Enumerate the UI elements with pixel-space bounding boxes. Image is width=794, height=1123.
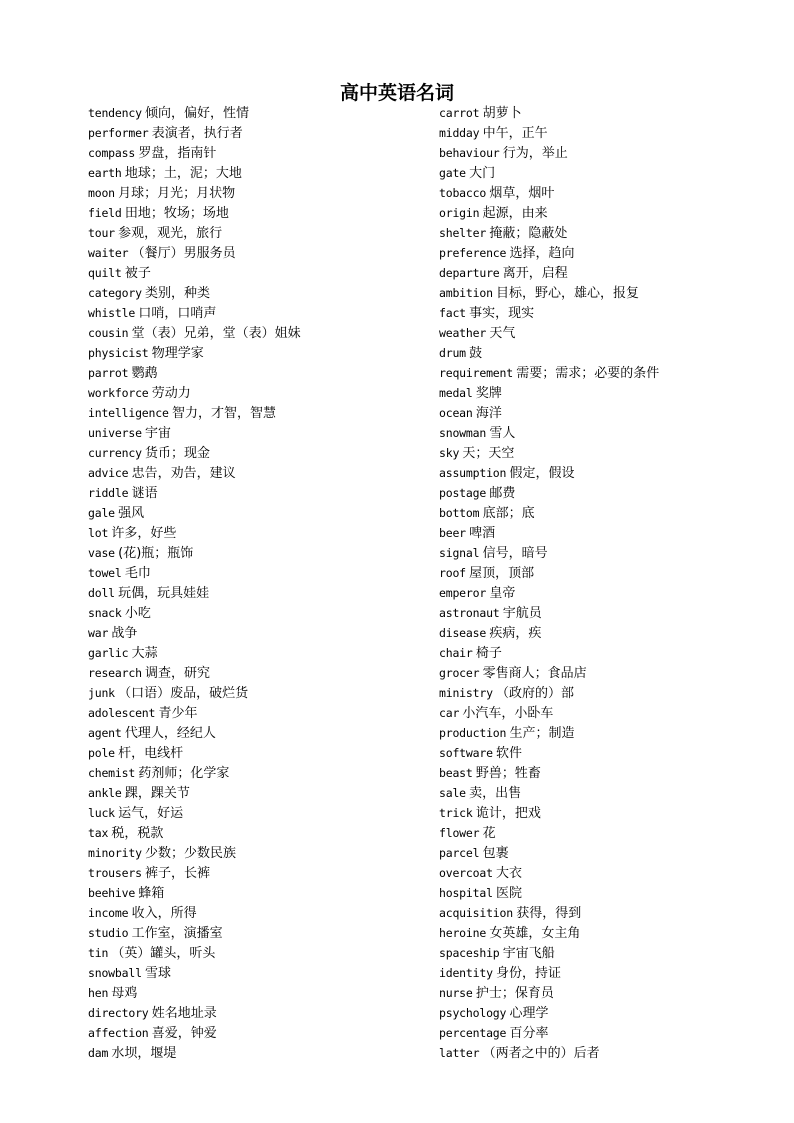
chinese-meaning: 水坝，堰堤 <box>111 1046 177 1061</box>
vocab-entry <box>88 983 418 1003</box>
vocab-entry <box>439 723 769 743</box>
english-word: midday <box>439 126 480 140</box>
vocab-entry <box>439 823 769 843</box>
vocab-entry <box>439 283 769 303</box>
vocab-entry <box>88 943 418 963</box>
chinese-meaning: 诡计，把戏 <box>475 806 541 821</box>
english-word: junk <box>88 686 115 700</box>
english-word: weather <box>439 326 487 340</box>
chinese-meaning: 奖牌 <box>475 386 502 401</box>
english-word: gate <box>439 166 466 180</box>
english-word: sky <box>439 446 460 460</box>
chinese-meaning: 田地；牧场；场地 <box>124 206 229 221</box>
page-title: 高中英语名词 <box>339 81 454 104</box>
chinese-meaning: 货币；现金 <box>145 446 211 461</box>
english-word: trick <box>439 806 473 820</box>
vocab-entry <box>439 363 769 383</box>
english-word: cousin <box>88 326 129 340</box>
chinese-meaning: 税，税款 <box>111 826 164 841</box>
chinese-meaning: 蜂箱 <box>138 886 165 901</box>
chinese-meaning: 工作室，演播室 <box>131 926 223 941</box>
chinese-meaning: 胡萝卜 <box>482 106 522 121</box>
english-word: astronaut <box>439 606 500 620</box>
vocab-entry <box>88 603 418 623</box>
vocab-entry <box>439 923 769 943</box>
chinese-meaning: 运气，好运 <box>118 806 184 821</box>
vocab-entry <box>439 703 769 723</box>
english-word: quilt <box>88 266 122 280</box>
chinese-meaning: 啤酒 <box>469 526 496 541</box>
chinese-meaning: 许多，好些 <box>111 526 177 541</box>
chinese-meaning: 花 <box>482 826 496 841</box>
english-word: tour <box>88 226 115 240</box>
vocab-entry <box>439 583 769 603</box>
chinese-meaning: 杆，电线杆 <box>118 746 184 761</box>
chinese-meaning: 椅子 <box>475 646 502 661</box>
vocab-entry <box>439 403 769 423</box>
english-word: parcel <box>439 846 480 860</box>
english-word: car <box>439 706 460 720</box>
english-word: identity <box>439 966 493 980</box>
english-word: tax <box>88 826 109 840</box>
vocab-entry <box>439 763 769 783</box>
english-word: production <box>439 726 507 740</box>
english-word: waiter <box>88 246 129 260</box>
chinese-meaning: 喜爱，钟爱 <box>151 1026 217 1041</box>
chinese-meaning: 信号，暗号 <box>482 546 548 561</box>
vocab-entry <box>88 683 418 703</box>
chinese-meaning: 离开，启程 <box>502 266 568 281</box>
english-word: ankle <box>88 786 122 800</box>
chinese-meaning: 卖，出售 <box>469 786 522 801</box>
chinese-meaning: 倾向，偏好，性情 <box>145 106 250 121</box>
vocab-entry <box>88 583 418 603</box>
vocab-entry <box>88 783 418 803</box>
chinese-meaning: 选择，趋向 <box>509 246 575 261</box>
chinese-meaning: 堂（表）兄弟，堂（表）姐妹 <box>131 326 301 341</box>
english-word: disease <box>439 626 487 640</box>
vocab-entry <box>439 663 769 683</box>
english-word: psychology <box>439 1006 507 1020</box>
english-word: doll <box>88 586 115 600</box>
vocab-entry <box>439 843 769 863</box>
chinese-meaning: 裤子，长裤 <box>145 866 211 881</box>
english-word: latter <box>439 1046 480 1060</box>
english-word: signal <box>439 546 480 560</box>
chinese-meaning: （政府的）部 <box>496 686 575 701</box>
vocab-entry <box>88 363 418 383</box>
chinese-meaning: 青少年 <box>158 706 198 721</box>
vocab-entry <box>88 183 418 203</box>
chinese-meaning: 大蒜 <box>131 646 158 661</box>
chinese-meaning: 鹦鹉 <box>131 366 158 381</box>
english-word: compass <box>88 146 136 160</box>
chinese-meaning: 月球；月光；月状物 <box>118 186 236 201</box>
english-word: gale <box>88 506 115 520</box>
chinese-meaning: 心理学 <box>509 1006 549 1021</box>
chinese-meaning: 女英雄，女主角 <box>489 926 581 941</box>
chinese-meaning: 物理学家 <box>151 346 204 361</box>
english-word: grocer <box>439 666 480 680</box>
english-word: chair <box>439 646 473 660</box>
english-word: war <box>88 626 109 640</box>
chinese-meaning: 参观，观光，旅行 <box>118 226 223 241</box>
chinese-meaning: 地球；土，泥；大地 <box>124 166 242 181</box>
chinese-meaning: 底部；底 <box>482 506 535 521</box>
chinese-meaning: 疾病，疾 <box>489 626 542 641</box>
english-word: towel <box>88 566 122 580</box>
chinese-meaning: 皇帝 <box>489 586 516 601</box>
vocab-entry <box>88 823 418 843</box>
english-word: whistle <box>88 306 136 320</box>
vocab-entry <box>88 303 418 323</box>
vocab-entry <box>439 523 769 543</box>
chinese-meaning: 小吃 <box>124 606 151 621</box>
english-word: physicist <box>88 346 149 360</box>
vocab-entry <box>439 423 769 443</box>
vocab-entry <box>88 383 418 403</box>
vocab-entry <box>439 263 769 283</box>
english-word: chemist <box>88 766 136 780</box>
vocab-entry <box>439 383 769 403</box>
vocab-entry <box>88 243 418 263</box>
vocab-entry <box>439 343 769 363</box>
chinese-meaning: 强风 <box>118 506 145 521</box>
chinese-meaning: 医院 <box>496 886 523 901</box>
vocab-entry <box>88 703 418 723</box>
chinese-meaning: 口哨，口哨声 <box>138 306 217 321</box>
chinese-meaning: 海洋 <box>475 406 502 421</box>
english-word: flower <box>439 826 480 840</box>
vocab-entry <box>439 883 769 903</box>
chinese-meaning: 小汽车，小卧车 <box>462 706 554 721</box>
english-word: workforce <box>88 386 149 400</box>
english-word: acquisition <box>439 906 513 920</box>
vocab-entry <box>439 223 769 243</box>
vocab-entry <box>88 343 418 363</box>
vocab-entry <box>88 623 418 643</box>
vocab-entry <box>439 1043 769 1063</box>
vocab-entry <box>88 143 418 163</box>
chinese-meaning: 罗盘，指南针 <box>138 146 217 161</box>
vocab-entry <box>439 1003 769 1023</box>
vocab-entry <box>88 803 418 823</box>
vocab-entry <box>439 643 769 663</box>
english-word: snowman <box>439 426 487 440</box>
english-word: income <box>88 906 129 920</box>
chinese-meaning: 踝，踝关节 <box>124 786 190 801</box>
chinese-meaning: 野兽；牲畜 <box>475 766 541 781</box>
chinese-meaning: 行为，举止 <box>502 146 568 161</box>
chinese-meaning: （两者之中的）后者 <box>482 1046 600 1061</box>
vocab-entry <box>88 763 418 783</box>
chinese-meaning: 毛巾 <box>124 566 151 581</box>
english-word: tobacco <box>439 186 487 200</box>
vocab-entry <box>88 863 418 883</box>
vocab-entry <box>439 303 769 323</box>
english-word: nurse <box>439 986 473 1000</box>
english-word: performer <box>88 126 149 140</box>
right-word-column <box>439 103 769 1063</box>
english-word: shelter <box>439 226 487 240</box>
chinese-meaning: 表演者，执行者 <box>151 126 243 141</box>
english-word: spaceship <box>439 946 500 960</box>
english-word: moon <box>88 186 115 200</box>
vocab-entry <box>439 563 769 583</box>
chinese-meaning: 事实，现实 <box>469 306 535 321</box>
english-word: drum <box>439 346 466 360</box>
vocab-entry <box>88 1043 418 1063</box>
english-word: tin <box>88 946 109 960</box>
vocab-entry <box>439 983 769 1003</box>
english-word: category <box>88 286 142 300</box>
english-word: parrot <box>88 366 129 380</box>
english-word: lot <box>88 526 109 540</box>
english-word: field <box>88 206 122 220</box>
english-word: ocean <box>439 406 473 420</box>
english-word: universe <box>88 426 142 440</box>
english-word: roof <box>439 566 466 580</box>
vocab-entry <box>88 923 418 943</box>
english-word: postage <box>439 486 487 500</box>
english-word: advice <box>88 466 129 480</box>
vocab-entry <box>88 283 418 303</box>
chinese-meaning: 药剂师；化学家 <box>138 766 230 781</box>
chinese-meaning: 雪球 <box>145 966 172 981</box>
vocab-entry <box>439 863 769 883</box>
chinese-meaning: 母鸡 <box>111 986 138 1001</box>
chinese-meaning: 谜语 <box>131 486 158 501</box>
english-word: fact <box>439 306 466 320</box>
english-word: bottom <box>439 506 480 520</box>
chinese-meaning: 掩蔽；隐蔽处 <box>489 226 568 241</box>
vocab-entry <box>439 323 769 343</box>
left-word-column <box>88 103 418 1063</box>
vocab-entry <box>88 843 418 863</box>
vocab-entry <box>439 503 769 523</box>
english-word: origin <box>439 206 480 220</box>
english-word: emperor <box>439 586 487 600</box>
english-word: snowball <box>88 966 142 980</box>
english-word: preference <box>439 246 507 260</box>
chinese-meaning: 天；天空 <box>462 446 515 461</box>
vocab-entry <box>88 903 418 923</box>
vocab-entry <box>439 903 769 923</box>
vocab-entry <box>439 103 769 123</box>
chinese-meaning: 百分率 <box>509 1026 549 1041</box>
english-word: dam <box>88 1046 109 1060</box>
vocab-entry <box>88 883 418 903</box>
vocab-entry <box>88 263 418 283</box>
chinese-meaning: 包裹 <box>482 846 509 861</box>
vocab-entry <box>88 203 418 223</box>
vocab-entry <box>88 663 418 683</box>
english-word: requirement <box>439 366 513 380</box>
english-word: luck <box>88 806 115 820</box>
vocab-entry <box>439 443 769 463</box>
english-word: trousers <box>88 866 142 880</box>
english-word: directory <box>88 1006 149 1020</box>
chinese-meaning: 类别，种类 <box>145 286 211 301</box>
vocab-entry <box>439 123 769 143</box>
vocab-entry <box>439 543 769 563</box>
chinese-meaning: 屋顶，顶部 <box>469 566 535 581</box>
chinese-meaning: 少数；少数民族 <box>145 846 237 861</box>
english-word: snack <box>88 606 122 620</box>
vocab-entry <box>439 143 769 163</box>
english-word: behaviour <box>439 146 500 160</box>
english-word: intelligence <box>88 406 169 420</box>
vocab-entry <box>88 743 418 763</box>
chinese-meaning: 大衣 <box>496 866 523 881</box>
chinese-meaning: （餐厅）男服务员 <box>131 246 236 261</box>
chinese-meaning: 生产；制造 <box>509 726 575 741</box>
chinese-meaning: 鼓 <box>469 346 483 361</box>
english-word: tendency <box>88 106 142 120</box>
vocab-entry <box>88 503 418 523</box>
english-word: software <box>439 746 493 760</box>
vocab-entry <box>439 243 769 263</box>
chinese-meaning: 需要；需求；必要的条件 <box>516 366 660 381</box>
english-word: vase <box>88 546 115 560</box>
english-word: overcoat <box>439 866 493 880</box>
vocab-entry <box>439 1023 769 1043</box>
chinese-meaning: 起源，由来 <box>482 206 548 221</box>
vocab-entry <box>88 643 418 663</box>
vocab-entry <box>88 963 418 983</box>
vocab-entry <box>439 203 769 223</box>
vocab-entry <box>439 943 769 963</box>
vocab-entry <box>439 963 769 983</box>
vocab-entry <box>439 603 769 623</box>
english-word: medal <box>439 386 473 400</box>
vocab-entry <box>88 443 418 463</box>
chinese-meaning: 宇航员 <box>502 606 542 621</box>
english-word: riddle <box>88 486 129 500</box>
english-word: hospital <box>439 886 493 900</box>
english-word: hen <box>88 986 109 1000</box>
vocab-entry <box>88 723 418 743</box>
english-word: beer <box>439 526 466 540</box>
vocab-entry <box>88 163 418 183</box>
vocab-entry <box>439 483 769 503</box>
english-word: assumption <box>439 466 507 480</box>
chinese-meaning: 软件 <box>496 746 523 761</box>
vocab-entry <box>88 483 418 503</box>
vocab-entry <box>88 323 418 343</box>
chinese-meaning: 假定，假设 <box>509 466 575 481</box>
vocab-entry <box>439 803 769 823</box>
chinese-meaning: 调查，研究 <box>145 666 211 681</box>
english-word: ministry <box>439 686 493 700</box>
chinese-meaning: 护士；保育员 <box>475 986 554 1001</box>
chinese-meaning: (花)瓶；瓶饰 <box>118 546 194 561</box>
chinese-meaning: 收入，所得 <box>131 906 197 921</box>
english-word: carrot <box>439 106 480 120</box>
english-word: agent <box>88 726 122 740</box>
chinese-meaning: 玩偶，玩具娃娃 <box>118 586 210 601</box>
chinese-meaning: 大门 <box>469 166 496 181</box>
chinese-meaning: 获得，得到 <box>516 906 582 921</box>
english-word: departure <box>439 266 500 280</box>
vocab-entry <box>439 183 769 203</box>
english-word: research <box>88 666 142 680</box>
chinese-meaning: 雪人 <box>489 426 516 441</box>
chinese-meaning: 天气 <box>489 326 516 341</box>
chinese-meaning: 身份，持证 <box>496 966 562 981</box>
chinese-meaning: 宇宙 <box>145 426 172 441</box>
english-word: percentage <box>439 1026 507 1040</box>
vocab-entry <box>88 403 418 423</box>
english-word: beehive <box>88 886 136 900</box>
vocab-entry <box>88 103 418 123</box>
chinese-meaning: 中午，正午 <box>482 126 548 141</box>
chinese-meaning: 邮费 <box>489 486 516 501</box>
vocab-entry <box>88 523 418 543</box>
chinese-meaning: （口语）废品，破烂货 <box>118 686 249 701</box>
chinese-meaning: 忠告，劝告，建议 <box>131 466 236 481</box>
chinese-meaning: 被子 <box>124 266 151 281</box>
english-word: ambition <box>439 286 493 300</box>
english-word: studio <box>88 926 129 940</box>
vocab-entry <box>88 223 418 243</box>
vocab-entry <box>439 743 769 763</box>
english-word: adolescent <box>88 706 156 720</box>
english-word: pole <box>88 746 115 760</box>
chinese-meaning: 智力，才智，智慧 <box>171 406 276 421</box>
vocab-entry <box>88 123 418 143</box>
chinese-meaning: 姓名地址录 <box>151 1006 217 1021</box>
vocab-entry <box>88 543 418 563</box>
english-word: minority <box>88 846 142 860</box>
vocab-entry <box>439 463 769 483</box>
chinese-meaning: 劳动力 <box>151 386 191 401</box>
english-word: heroine <box>439 926 487 940</box>
english-word: garlic <box>88 646 129 660</box>
vocab-entry <box>439 683 769 703</box>
vocab-entry <box>439 783 769 803</box>
vocab-entry <box>88 463 418 483</box>
vocab-entry <box>88 423 418 443</box>
vocab-entry <box>439 163 769 183</box>
chinese-meaning: （英）罐头，听头 <box>111 946 216 961</box>
chinese-meaning: 烟草，烟叶 <box>489 186 555 201</box>
english-word: beast <box>439 766 473 780</box>
english-word: earth <box>88 166 122 180</box>
vocab-entry <box>439 623 769 643</box>
chinese-meaning: 代理人，经纪人 <box>124 726 216 741</box>
english-word: sale <box>439 786 466 800</box>
chinese-meaning: 宇宙飞船 <box>502 946 555 961</box>
chinese-meaning: 目标，野心，雄心，报复 <box>496 286 640 301</box>
vocab-entry <box>88 1023 418 1043</box>
english-word: affection <box>88 1026 149 1040</box>
chinese-meaning: 零售商人；食品店 <box>482 666 587 681</box>
english-word: currency <box>88 446 142 460</box>
chinese-meaning: 战争 <box>111 626 138 641</box>
vocab-entry <box>88 563 418 583</box>
vocab-entry <box>88 1003 418 1023</box>
